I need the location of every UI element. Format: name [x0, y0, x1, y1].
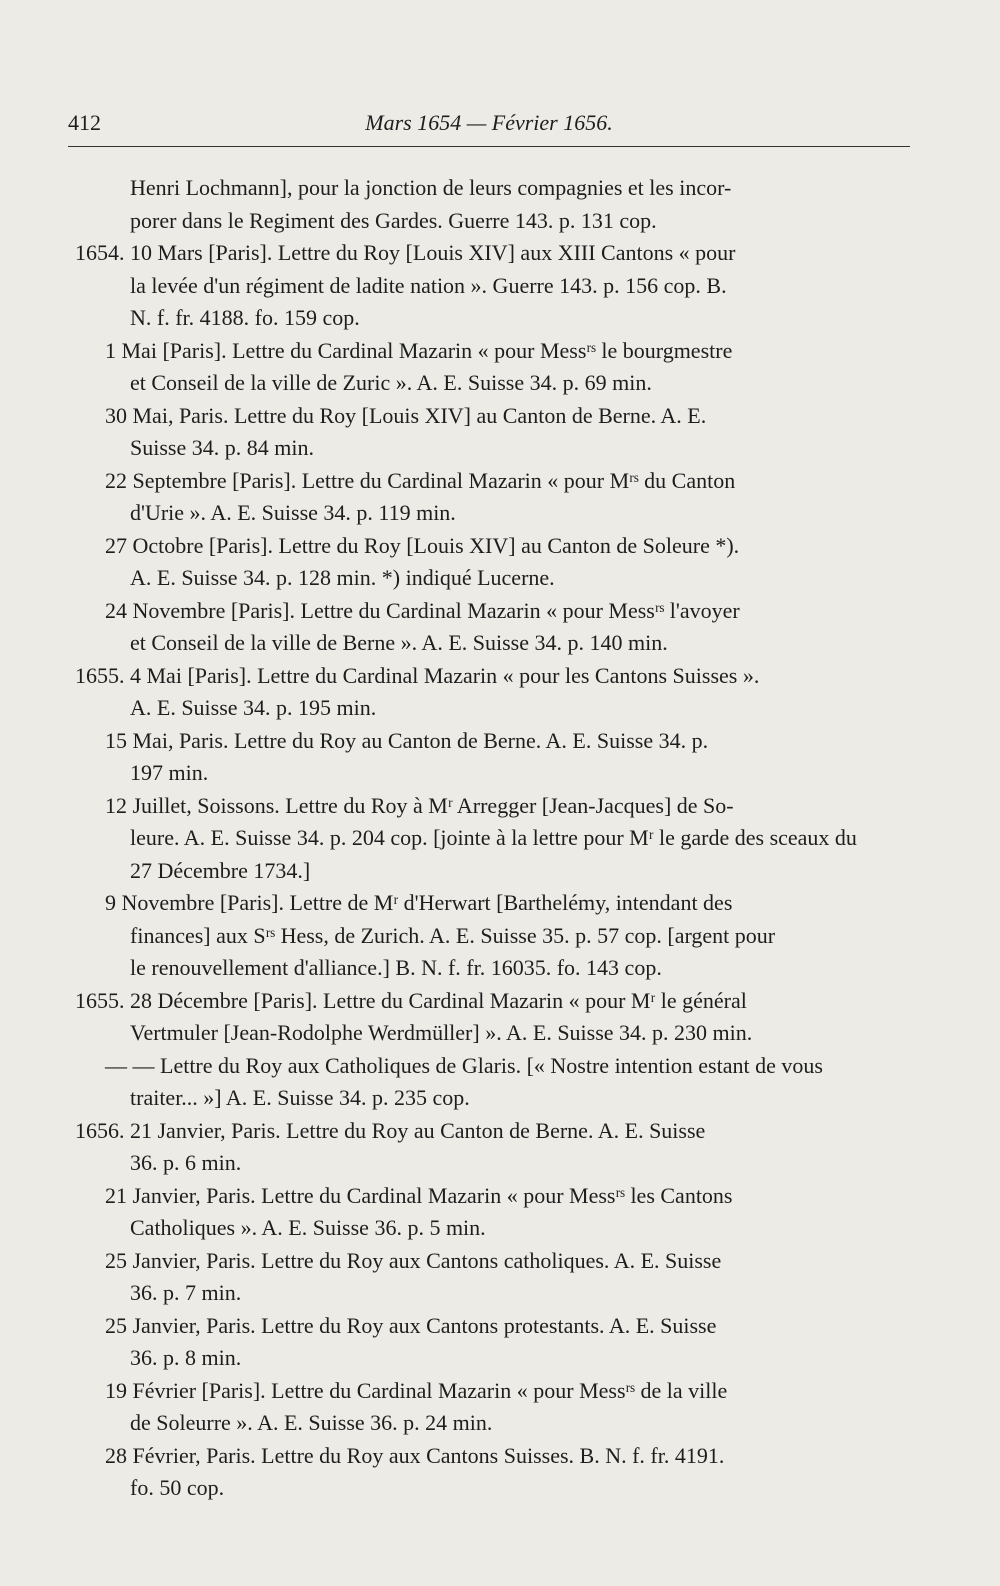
entry-line: Vertmuler [Jean-Rodolphe Werdmüller] ». A. E. Suisse 34. p. 230 min.: [130, 1020, 753, 1045]
text-line: [0, 1378, 1000, 1411]
text-line: [0, 1215, 1000, 1248]
text-line: [0, 1118, 1000, 1151]
text-line: [0, 500, 1000, 533]
entry-line: 21 Janvier, Paris. Lettre du Roy au Canton de Berne. A. E. Suisse: [130, 1117, 706, 1143]
entry-first-line: 27 Octobre [Paris]. Lettre du Roy [Louis XIV] au Canton de Soleure *).: [105, 532, 740, 558]
entry-line: la levée d'un régiment de ladite nation ». Guerre 143. p. 156 cop. B.: [130, 272, 727, 298]
text-line: [0, 435, 1000, 468]
text-line: [0, 1410, 1000, 1443]
entry-first-line: 19 Février [Paris]. Lettre du Cardinal Mazarin « pour Messʳˢ de la ville: [105, 1377, 728, 1403]
entry-line: A. E. Suisse 34. p. 195 min.: [130, 695, 377, 720]
text-line: [0, 663, 1000, 696]
entry-line: et Conseil de la ville de Berne ». A. E. Suisse 34. p. 140 min.: [130, 630, 668, 655]
entry-line: de Soleurre ». A. E. Suisse 36. p. 24 min.: [130, 1410, 493, 1435]
text-line: [0, 305, 1000, 338]
entry-line: 10 Mars [Paris]. Lettre du Roy [Louis XIV] aux XIII Cantons « pour: [130, 240, 736, 265]
entry-line: finances] aux Sʳˢ Hess, de Zurich. A. E. Suisse 35. p. 57 cop. [argent pour: [130, 922, 776, 948]
text-line: [0, 273, 1000, 306]
text-line: [0, 695, 1000, 728]
text-line: [0, 1443, 1000, 1476]
year-label: 1654.: [75, 240, 125, 265]
entry-first-line: 1 Mai [Paris]. Lettre du Cardinal Mazarin « pour Messʳˢ le bourgmestre: [105, 337, 733, 363]
entry-first-line: — — Lettre du Roy aux Catholiques de Glaris. [« Nostre intention estant de vous: [105, 1052, 823, 1078]
text-line: [0, 1345, 1000, 1378]
text-line: [0, 533, 1000, 566]
text-line: [0, 1313, 1000, 1346]
text-line: [0, 1475, 1000, 1508]
text-line: [0, 1248, 1000, 1281]
entry-first-line: 28 Février, Paris. Lettre du Roy aux Cantons Suisses. B. N. f. fr. 4191.: [105, 1442, 725, 1468]
text-line: [0, 890, 1000, 923]
page-header: [68, 110, 910, 147]
entry-line: 197 min.: [130, 760, 209, 785]
text-line: [0, 1085, 1000, 1118]
text-line: [0, 175, 1000, 208]
text-line: [0, 955, 1000, 988]
year-label: 1655.: [75, 662, 125, 688]
entry-line: 27 Décembre 1734.]: [130, 857, 311, 883]
entry-first-line: 24 Novembre [Paris]. Lettre du Cardinal Mazarin « pour Messʳˢ l'avoyer: [105, 597, 740, 623]
entry-line: Henri Lochmann], pour la jonction de leurs compagnies et les incor-: [130, 175, 732, 200]
text-line: [0, 1280, 1000, 1313]
text-line: [0, 1150, 1000, 1183]
entry-line: 36. p. 7 min.: [130, 1280, 242, 1305]
text-line: [0, 630, 1000, 663]
text-line: [0, 468, 1000, 501]
entry-first-line: 25 Janvier, Paris. Lettre du Roy aux Cantons catholiques. A. E. Suisse: [105, 1247, 722, 1273]
entry-line: le renouvellement d'alliance.] B. N. f. fr. 16035. fo. 143 cop.: [130, 955, 662, 980]
text-line: [0, 988, 1000, 1021]
text-line: [0, 923, 1000, 956]
text-line: [0, 598, 1000, 631]
page-number: 412: [68, 110, 101, 135]
text-line: [0, 760, 1000, 793]
entry-line: fo. 50 cop.: [130, 1475, 225, 1500]
entry-line: d'Urie ». A. E. Suisse 34. p. 119 min.: [130, 500, 456, 525]
entry-line: Catholiques ». A. E. Suisse 36. p. 5 min.: [130, 1215, 486, 1240]
entry-line: porer dans le Regiment des Gardes. Guerre 143. p. 131 cop.: [130, 207, 657, 233]
text-line: [0, 370, 1000, 403]
entry-line: leure. A. E. Suisse 34. p. 204 cop. [jointe à la lettre pour Mʳ le garde des sceaux du: [130, 825, 857, 850]
entries-list: [0, 175, 1000, 1508]
running-title: Mars 1654 — Février 1656.: [365, 110, 613, 135]
entry-line: Suisse 34. p. 84 min.: [130, 435, 314, 460]
entry-first-line: 15 Mai, Paris. Lettre du Roy au Canton de Berne. A. E. Suisse 34. p.: [105, 727, 709, 753]
entry-line: 28 Décembre [Paris]. Lettre du Cardinal Mazarin « pour Mʳ le général: [130, 987, 747, 1013]
entry-first-line: 22 Septembre [Paris]. Lettre du Cardinal Mazarin « pour Mʳˢ du Canton: [105, 467, 736, 493]
text-line: [0, 793, 1000, 826]
entry-line: A. E. Suisse 34. p. 128 min. *) indiqué Lucerne.: [130, 565, 555, 590]
text-line: [0, 403, 1000, 436]
text-line: [0, 728, 1000, 761]
text-line: [0, 825, 1000, 858]
entry-line: N. f. fr. 4188. fo. 159 cop.: [130, 305, 360, 330]
year-label: 1656.: [75, 1117, 125, 1143]
entry-line: traiter... »] A. E. Suisse 34. p. 235 cop.: [130, 1085, 470, 1110]
text-line: [0, 858, 1000, 891]
text-line: [0, 1053, 1000, 1086]
entry-line: et Conseil de la ville de Zuric ». A. E. Suisse 34. p. 69 min.: [130, 370, 652, 395]
entry-line: 36. p. 6 min.: [130, 1150, 242, 1175]
year-label: 1655.: [75, 987, 125, 1013]
text-line: [0, 565, 1000, 598]
text-line: [0, 240, 1000, 273]
entry-line: 4 Mai [Paris]. Lettre du Cardinal Mazarin « pour les Cantons Suisses ».: [130, 662, 760, 688]
text-line: [0, 208, 1000, 241]
text-line: [0, 1020, 1000, 1053]
text-line: [0, 1183, 1000, 1216]
entry-first-line: 12 Juillet, Soissons. Lettre du Roy à Mʳ Arregger [Jean-Jacques] de So-: [105, 792, 734, 818]
entry-first-line: 30 Mai, Paris. Lettre du Roy [Louis XIV] au Canton de Berne. A. E.: [105, 402, 707, 428]
entry-line: 36. p. 8 min.: [130, 1345, 242, 1370]
entry-first-line: 9 Novembre [Paris]. Lettre de Mʳ d'Herwart [Barthelémy, intendant des: [105, 890, 733, 915]
text-line: [0, 338, 1000, 371]
entry-first-line: 21 Janvier, Paris. Lettre du Cardinal Mazarin « pour Messʳˢ les Cantons: [105, 1182, 733, 1208]
entry-first-line: 25 Janvier, Paris. Lettre du Roy aux Cantons protestants. A. E. Suisse: [105, 1312, 717, 1338]
